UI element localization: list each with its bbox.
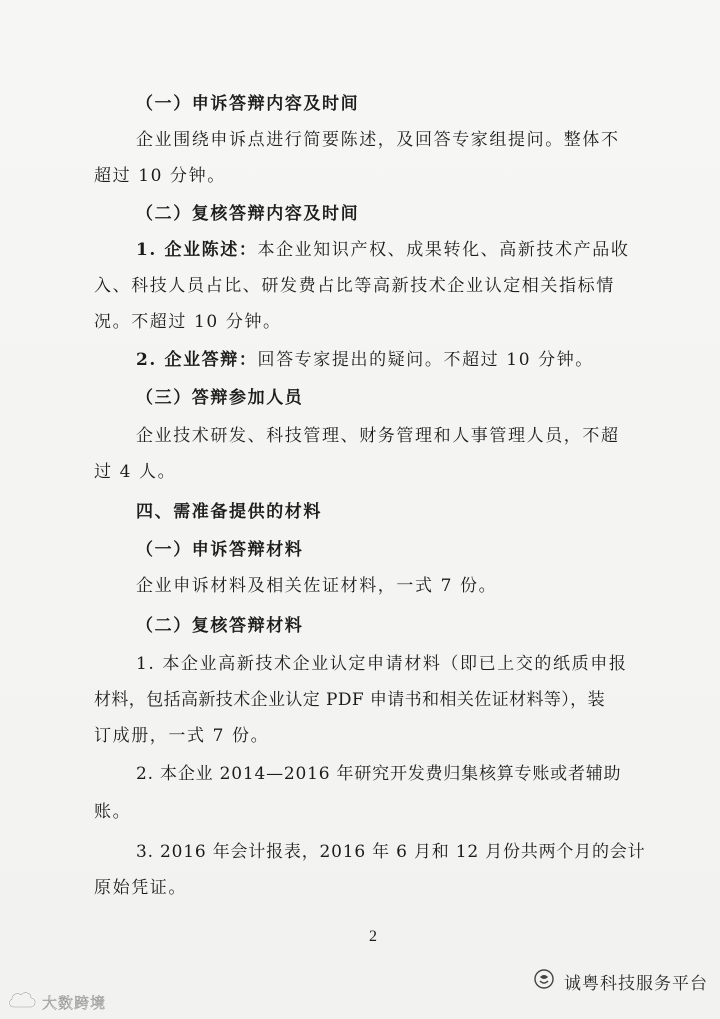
item-label: 2. 企业答辩： [136, 350, 258, 370]
paragraph-line: 入、科技人员占比、研发费占比等高新技术企业认定相关指标情 [94, 276, 615, 296]
section-heading-4: 四、需准备提供的材料 [136, 502, 322, 522]
section-heading-5: （一）申诉答辩材料 [136, 540, 304, 560]
paragraph-line: 2. 本企业 2014—2016 年研究开发费归集核算专账或者辅助 [136, 764, 622, 784]
item-text: 本企业知识产权、成果转化、高新技术产品收 [257, 240, 630, 260]
paragraph-line: 过 4 人。 [94, 462, 177, 482]
paragraph-line: 材料，包括高新技术企业认定 PDF 申请书和相关佐证材料等），装 [94, 690, 605, 710]
paragraph-line: 1. 本企业高新技术企业认定申请材料（即已上交的纸质申报 [136, 654, 628, 674]
cloud-logo-icon [6, 989, 38, 1015]
paragraph-line: 企业技术研发、科技管理、财务管理和人事管理人员，不超 [136, 426, 620, 446]
watermark-left [6, 989, 106, 1015]
section-heading-2: （二）复核答辩内容及时间 [136, 204, 360, 224]
watermark-right-text: 诚粤科技服务平台 [564, 973, 708, 994]
section-heading-1: （一）申诉答辩内容及时间 [136, 94, 360, 114]
paragraph-line: 原始凭证。 [94, 878, 187, 898]
paragraph-line: 3. 2016 年会计报表，2016 年 6 月和 12 月份共两个月的会计 [136, 842, 646, 862]
paragraph-line: 订成册，一式 7 份。 [94, 726, 270, 746]
paragraph-line: 账。 [94, 802, 132, 822]
item-label: 1. 企业陈述： [136, 240, 258, 260]
paragraph-line: 企业围绕申诉点进行简要陈述，及回答专家组提问。整体不 [136, 130, 620, 150]
page-number: 2 [369, 928, 377, 945]
wechat-search-icon [532, 967, 556, 995]
section-heading-3: （三）答辩参加人员 [136, 388, 304, 408]
paragraph-line [136, 348, 594, 372]
item-text: 回答专家提出的疑问。不超过 10 分钟。 [257, 350, 594, 370]
watermark-left-text: 大数跨境 [42, 993, 107, 1012]
paragraph-line [136, 238, 629, 262]
watermark-right [532, 967, 708, 995]
paragraph-line: 况。不超过 10 分钟。 [94, 312, 282, 332]
paragraph-line: 超过 10 分钟。 [94, 166, 226, 186]
paragraph-line: 企业申诉材料及相关佐证材料，一式 7 份。 [136, 576, 498, 596]
section-heading-6: （二）复核答辩材料 [136, 616, 304, 636]
